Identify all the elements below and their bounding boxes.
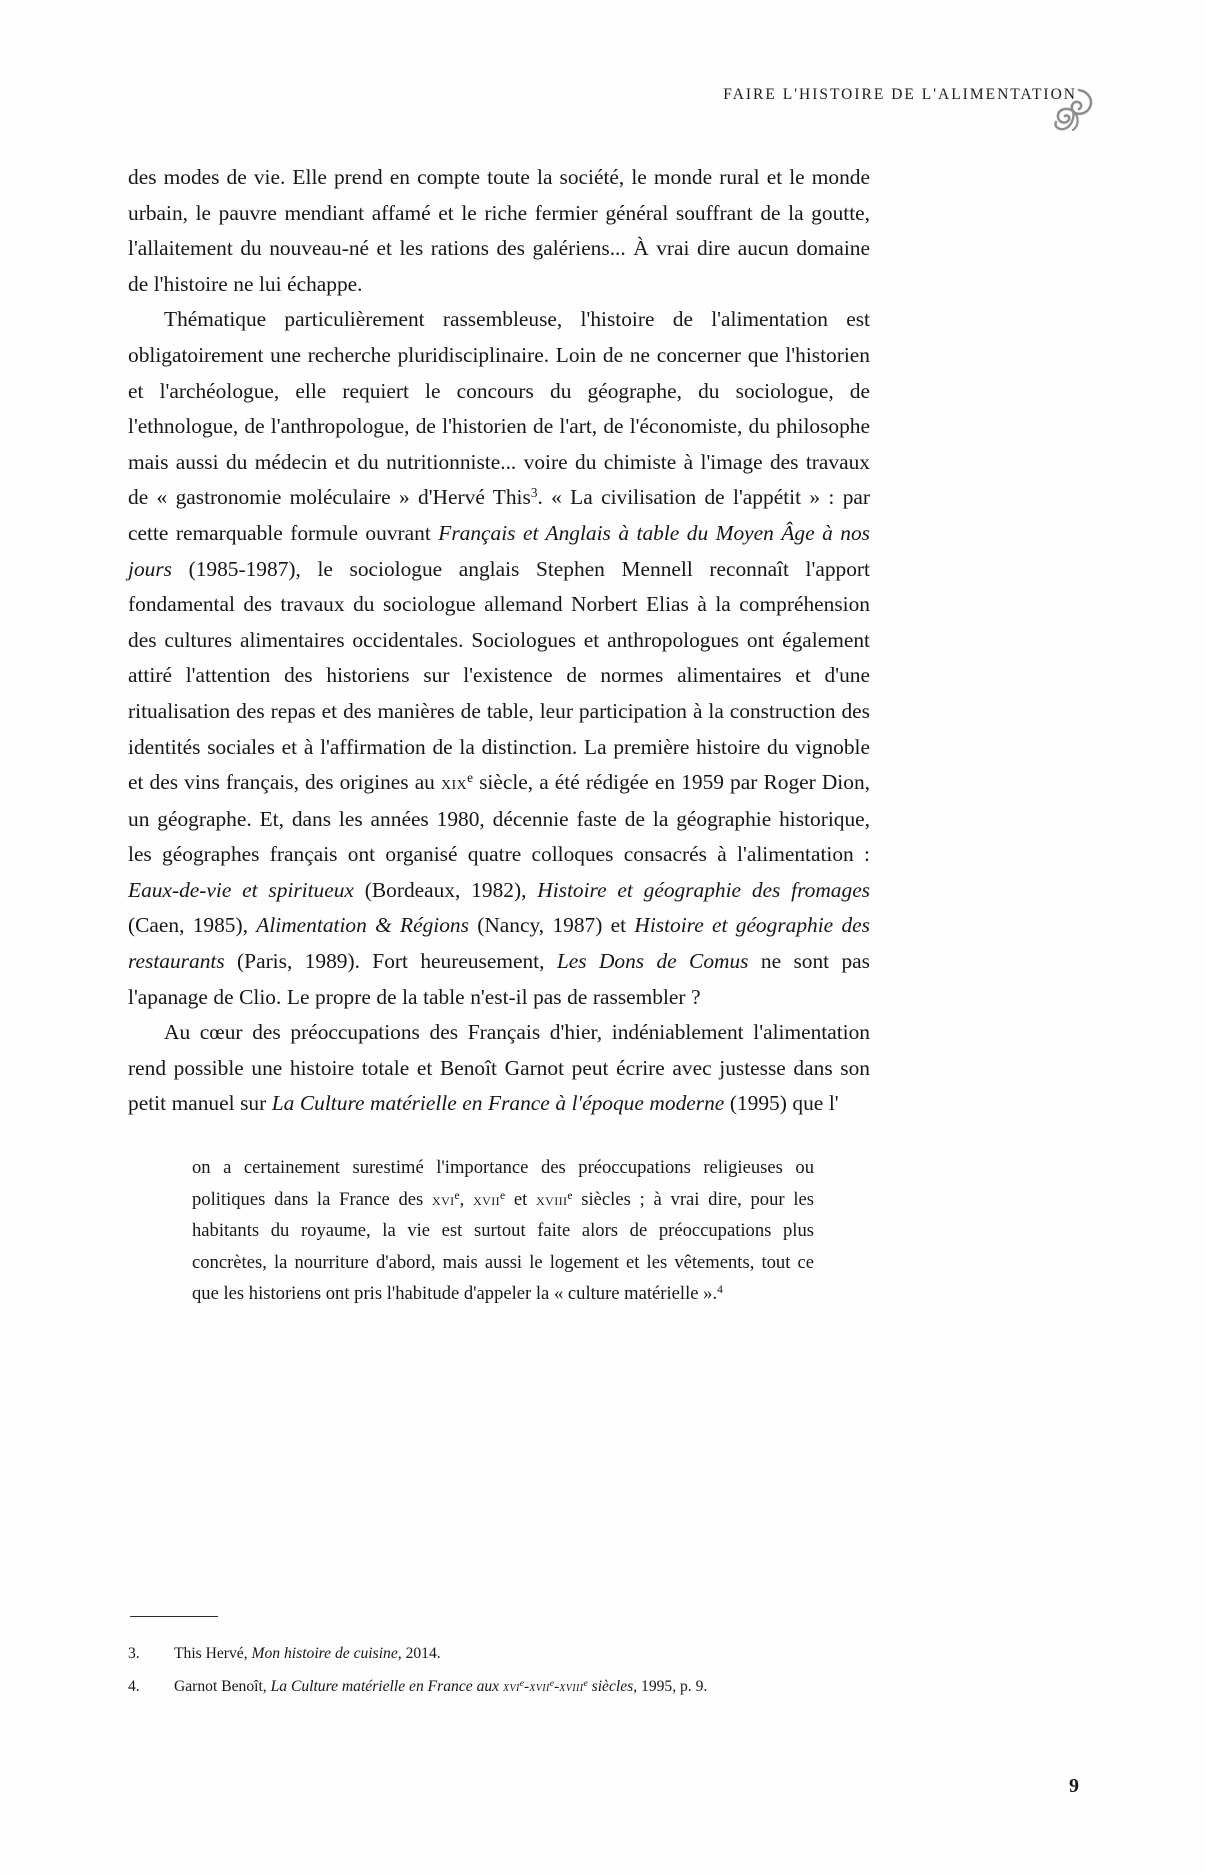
para2-segment-4: siècle, a été rédigée en 1959 par Roger Dion, un géographe. Et, dans les années 1980, décennie faste de la géographie historique, les géographes français ont organisé quatre colloques consacrés à l'alimentation : bbox=[128, 770, 870, 867]
para3-segment-1: Au cœur des préoccupations des Français d'hier, indéniablement l'alimentation rend possible une histoire totale et Benoît Garnot peut écrire avec justesse dans son petit manuel sur bbox=[128, 1020, 870, 1116]
footnote-item-3 bbox=[128, 1639, 870, 1669]
footnotes-area bbox=[128, 1616, 870, 1705]
quote-segment-3: et bbox=[505, 1188, 537, 1210]
footnote-4-ord-xviii: e bbox=[583, 1677, 588, 1689]
footnote-3-author: This Hervé, bbox=[174, 1645, 252, 1662]
footnote-number-4: 4. bbox=[128, 1678, 140, 1695]
block-quote bbox=[128, 1152, 814, 1310]
ordinal-suffix-xvi: e bbox=[454, 1189, 460, 1202]
paragraph-1-text: des modes de vie. Elle prend en compte toute la société, le monde rural et le monde urbain, le pauvre mendiant affamé et le riche fermier général souffrant de la goutte, l'allaitement du nouveau-né et les rations des galériens... À vrai dire aucun domaine de l'histoire ne lui échappe. bbox=[128, 165, 870, 296]
footnote-text-4 bbox=[174, 1672, 870, 1702]
running-head bbox=[0, 86, 1077, 104]
para2-segment-9: ne sont pas l'apanage de Clio. Le propre de la table n'est-il pas de rassembler ? bbox=[128, 949, 870, 1009]
footnote-separator-rule bbox=[130, 1616, 218, 1617]
para2-segment-7: (Nancy, 1987) et bbox=[468, 913, 635, 938]
century-xviii: xviii bbox=[536, 1188, 568, 1209]
footnote-4-century-xvii: xvii bbox=[529, 1679, 550, 1695]
footnote-4-dash-2: - bbox=[554, 1678, 560, 1695]
century-xvi: xvi bbox=[432, 1188, 455, 1209]
book-title-alimentation-regions: Alimentation & Régions bbox=[256, 913, 469, 938]
ordinal-suffix-xvii: e bbox=[500, 1189, 506, 1202]
para2-segment-3: (1985-1987), le sociologue anglais Stephen Mennell reconnaît l'apport fondamental des travaux du sociologue allemand Norbert Elias à la compréhension des cultures alimentaires occidentales. Sociologues et anthropologues ont également attiré l'attention des historiens sur l'existence de normes alimentaires et d'une ritualisation des repas et des manières de table, leur participation à la construction des identités sociales et à l'affirmation de la distinction. La première histoire du vignoble et des vins français, des origines au bbox=[128, 556, 870, 795]
footnote-4-title-b: siècles bbox=[587, 1678, 634, 1695]
para2-segment-2: . « La civilisation de l'appétit » : par cette remarquable formule ouvrant bbox=[128, 485, 871, 545]
book-title-dons-de-comus: Les Dons de Comus bbox=[556, 949, 749, 974]
quote-segment-4: siècles ; à vrai dire, pour les habitants du royaume, la vie est surtout faite alors de préoccupations plus concrètes, la nourriture d'abord, mais aussi le logement et les vêtements, tout ce que les historiens ont pris l'habitude d'appeler la « culture matérielle ». bbox=[192, 1188, 814, 1305]
footnote-number-3: 3. bbox=[128, 1645, 140, 1662]
century-xix: xix bbox=[440, 772, 468, 795]
book-title-fromages: Histoire et géographie des fromages bbox=[537, 877, 871, 902]
footnote-4-ord-xvii: e bbox=[549, 1677, 555, 1689]
para2-segment-8: (Paris, 1989). Fort heureusement, bbox=[224, 949, 557, 974]
footnote-ref-3[interactable]: 3 bbox=[530, 485, 538, 501]
footnote-4-century-xviii: xviii bbox=[559, 1679, 584, 1695]
para2-segment-6: (Caen, 1985), bbox=[128, 913, 257, 938]
book-title-restaurants: Histoire et géographie des restaurants bbox=[128, 913, 870, 974]
footnote-text-3 bbox=[174, 1639, 870, 1669]
footnote-4-dash-1: - bbox=[524, 1678, 530, 1695]
para3-segment-2: (1995) que l' bbox=[724, 1091, 839, 1116]
footnote-item-4 bbox=[128, 1672, 870, 1702]
ordinal-suffix-xix: e bbox=[467, 770, 473, 786]
footnote-4-author: Garnot Benoît, bbox=[174, 1678, 271, 1695]
quote-segment-2: , bbox=[459, 1188, 474, 1210]
century-xvii: xvii bbox=[473, 1188, 500, 1209]
footnote-4-ord-xvi: e bbox=[519, 1677, 525, 1689]
ordinal-suffix-xviii: e bbox=[567, 1189, 573, 1202]
page-number: 9 bbox=[1069, 1775, 1079, 1797]
footnote-4-title-a: La Culture matérielle en France aux bbox=[270, 1678, 503, 1695]
book-title-culture-materielle: La Culture matérielle en France à l'époque moderne bbox=[271, 1091, 725, 1116]
quote-segment-1: on a certainement surestimé l'importance des préoccupations religieuses ou politiques dans la France des bbox=[192, 1157, 814, 1210]
book-title-eaux-de-vie: Eaux-de-vie et spiritueux bbox=[128, 877, 354, 902]
footnote-3-tail: , 2014. bbox=[397, 1645, 441, 1662]
paragraph-continuation bbox=[128, 160, 870, 302]
block-quote-text bbox=[192, 1152, 814, 1310]
paragraph-au-coeur bbox=[128, 1015, 870, 1122]
footnote-ref-4[interactable]: 4 bbox=[717, 1284, 723, 1297]
book-title-francais-anglais: Français et Anglais à table du Moyen Âge à nos jours bbox=[128, 520, 870, 581]
para2-segment-1: Thématique particulièrement rassembleuse, l'histoire de l'alimentation est obligatoirement une recherche pluridisciplinaire. Loin de ne concerner que l'historien et l'archéologue, elle requiert le concours du géographe, du sociologue, de l'ethnologue, de l'anthropologue, de l'historien de l'art, de l'économiste, du philosophe mais aussi du médecin et du nutritionniste... voire du chimiste à l'image des travaux de « gastronomie moléculaire » d'Hervé This bbox=[128, 307, 870, 510]
footnote-3-title: Mon histoire de cuisine bbox=[251, 1645, 398, 1662]
footnote-4-century-xvi: xvi bbox=[503, 1679, 520, 1695]
running-head-title: FAIRE L'HISTOIRE DE L'ALIMENTATION bbox=[723, 86, 1077, 103]
main-text-block bbox=[128, 160, 870, 1310]
para2-segment-5: (Bordeaux, 1982), bbox=[353, 877, 538, 902]
footnote-4-tail: , 1995, p. 9. bbox=[633, 1678, 708, 1695]
paragraph-thematique bbox=[128, 302, 870, 1015]
